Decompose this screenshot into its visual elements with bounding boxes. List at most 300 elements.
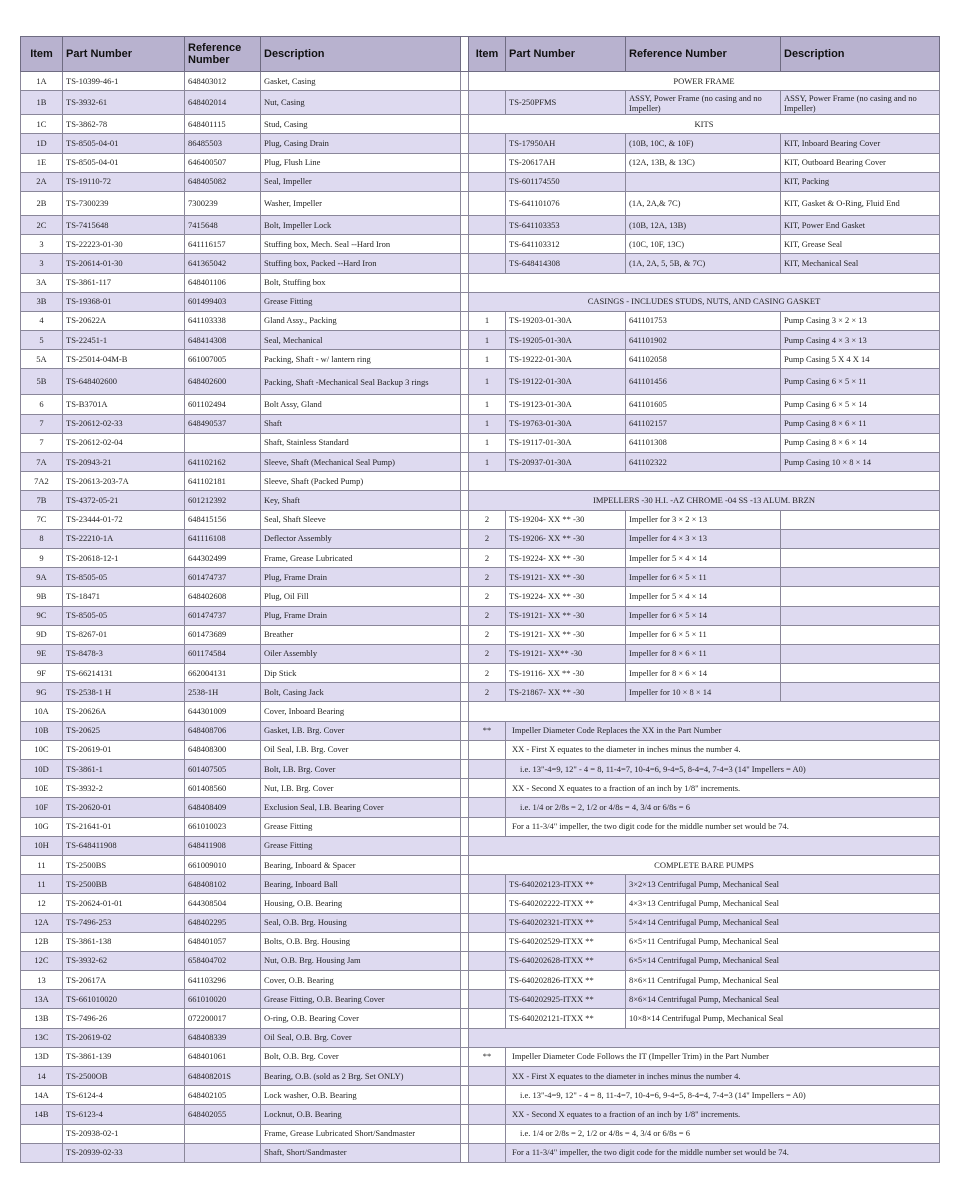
right-reference-number: 641101308: [626, 433, 781, 452]
column-gap: [461, 606, 469, 625]
part-number: TS-20626A: [63, 702, 185, 721]
right-item-number: 1: [469, 311, 506, 330]
item-number: 9D: [21, 625, 63, 644]
table-row: [21, 568, 940, 587]
description: Bearing, O.B. (sold as 2 Brg. Set ONLY): [261, 1067, 461, 1086]
description: Plug, Frame Drain: [261, 568, 461, 587]
description: Sleeve, Shaft (Mechanical Seal Pump): [261, 453, 461, 472]
item-number: 7A2: [21, 472, 63, 491]
part-number: TS-20619-01: [63, 740, 185, 759]
table-row: [21, 91, 940, 115]
header-description-right: Description: [781, 37, 940, 72]
empty-cell: [469, 472, 940, 491]
column-gap: [461, 548, 469, 567]
item-number: 1C: [21, 115, 63, 134]
part-number: TS-8505-04-01: [63, 153, 185, 172]
right-description: Pump Casing 3 × 2 × 13: [781, 311, 940, 330]
note-text: XX - First X equates to the diameter in inches minus the number 4.: [506, 740, 940, 759]
note-marker: [469, 1105, 506, 1124]
description: Lock washer, O.B. Bearing: [261, 1086, 461, 1105]
right-description: [781, 510, 940, 529]
right-reference-number: (10B, 12A, 13B): [626, 215, 781, 234]
description: Plug, Frame Drain: [261, 606, 461, 625]
table-row: [21, 369, 940, 395]
note-marker: [469, 740, 506, 759]
description: Deflector Assembly: [261, 529, 461, 548]
item-number: 8: [21, 529, 63, 548]
item-number: 10D: [21, 760, 63, 779]
item-number: 12C: [21, 951, 63, 970]
right-part-number: TS-19224- XX ** -30: [506, 587, 626, 606]
right-reference-number: 641101902: [626, 331, 781, 350]
right-item-number: 1: [469, 369, 506, 395]
table-row: [21, 115, 940, 134]
header-part-number-right: Part Number: [506, 37, 626, 72]
table-row: [21, 529, 940, 548]
right-reference-number: (10B, 10C, & 10F): [626, 134, 781, 153]
right-item-number: 1: [469, 453, 506, 472]
table-row: [21, 644, 940, 663]
reference-number: 601499403: [185, 292, 261, 311]
column-gap: [461, 115, 469, 134]
pump-description: 5×4×14 Centrifugal Pump, Mechanical Seal: [626, 913, 940, 932]
part-number: TS-3862-78: [63, 115, 185, 134]
part-number: TS-2500OB: [63, 1067, 185, 1086]
part-number: TS-B3701A: [63, 395, 185, 414]
parts-table-body: [21, 72, 940, 1163]
right-item-number: [469, 894, 506, 913]
column-gap: [461, 913, 469, 932]
right-part-number: TS-19763-01-30A: [506, 414, 626, 433]
item-number: 14B: [21, 1105, 63, 1124]
table-row: [21, 153, 940, 172]
right-part-number: TS-19205-01-30A: [506, 331, 626, 350]
header-item-right: Item: [469, 37, 506, 72]
note-text: XX - Second X equates to a fraction of an inch by 1/8" increments.: [506, 1105, 940, 1124]
description: Stuffing box, Packed --Hard Iron: [261, 254, 461, 273]
description: Gland Assy., Packing: [261, 311, 461, 330]
item-number: 10A: [21, 702, 63, 721]
right-item-number: [469, 875, 506, 894]
description: Cover, Inboard Bearing: [261, 702, 461, 721]
column-gap: [461, 395, 469, 414]
item-number: 1E: [21, 153, 63, 172]
column-gap: [461, 510, 469, 529]
part-number: TS-21641-01: [63, 817, 185, 836]
part-number: TS-25014-04M-B: [63, 350, 185, 369]
reference-number: 601474737: [185, 606, 261, 625]
part-number: TS-22210-1A: [63, 529, 185, 548]
reference-number: 648408339: [185, 1028, 261, 1047]
description: Bearing, Inboard Ball: [261, 875, 461, 894]
description: Bearing, Inboard & Spacer: [261, 855, 461, 874]
reference-number: 648408102: [185, 875, 261, 894]
pump-description: 6×5×11 Centrifugal Pump, Mechanical Seal: [626, 932, 940, 951]
right-reference-number: (1A, 2A, 5, 5B, & 7C): [626, 254, 781, 273]
description: Gasket, Casing: [261, 72, 461, 91]
right-part-number: TS-19117-01-30A: [506, 433, 626, 452]
right-description: KIT, Power End Gasket: [781, 215, 940, 234]
right-description: Pump Casing 5 X 4 X 14: [781, 350, 940, 369]
description: Exclusion Seal, I.B. Bearing Cover: [261, 798, 461, 817]
note-marker: [469, 760, 506, 779]
table-row: [21, 683, 940, 702]
table-row: [21, 1143, 940, 1162]
right-part-number: TS-641103312: [506, 235, 626, 254]
column-gap: [461, 1028, 469, 1047]
part-number: TS-20938-02-1: [63, 1124, 185, 1143]
description: Housing, O.B. Bearing: [261, 894, 461, 913]
right-reference-number: Impeller for 3 × 2 × 13: [626, 510, 781, 529]
section-heading: COMPLETE BARE PUMPS: [469, 855, 940, 874]
right-part-number: TS-250PFMS: [506, 91, 626, 115]
right-reference-number: 641101753: [626, 311, 781, 330]
table-row: [21, 702, 940, 721]
right-part-number: TS-20617AH: [506, 153, 626, 172]
column-gap: [461, 472, 469, 491]
part-number: TS-6123-4: [63, 1105, 185, 1124]
description: Packing, Shaft - w/ lantern ring: [261, 350, 461, 369]
right-part-number: TS-19204- XX ** -30: [506, 510, 626, 529]
header-item: Item: [21, 37, 63, 72]
reference-number: 601212392: [185, 491, 261, 510]
column-gap: [461, 215, 469, 234]
right-part-number: TS-19206- XX ** -30: [506, 529, 626, 548]
reference-number: 648402105: [185, 1086, 261, 1105]
right-item-number: 2: [469, 683, 506, 702]
part-number: TS-2500BS: [63, 855, 185, 874]
column-gap: [461, 433, 469, 452]
reference-number: 644308504: [185, 894, 261, 913]
part-number: TS-20943-21: [63, 453, 185, 472]
column-gap: [461, 971, 469, 990]
column-gap: [461, 350, 469, 369]
column-gap: [461, 1143, 469, 1162]
item-number: 7: [21, 433, 63, 452]
item-number: 10C: [21, 740, 63, 759]
right-part-number: TS-19224- XX ** -30: [506, 548, 626, 567]
column-gap: [461, 932, 469, 951]
note-text: Impeller Diameter Code Follows the IT (Impeller Trim) in the Part Number: [506, 1047, 940, 1066]
item-number: 9G: [21, 683, 63, 702]
reference-number: 648401115: [185, 115, 261, 134]
item-number: 9C: [21, 606, 63, 625]
description: Bolt, I.B. Brg. Cover: [261, 760, 461, 779]
part-number: TS-8267-01: [63, 625, 185, 644]
right-reference-number: Impeller for 4 × 3 × 13: [626, 529, 781, 548]
right-item-number: [469, 235, 506, 254]
part-number: TS-20620-01: [63, 798, 185, 817]
right-item-number: 2: [469, 606, 506, 625]
table-row: [21, 191, 940, 215]
part-number: TS-20622A: [63, 311, 185, 330]
reference-number: 641116108: [185, 529, 261, 548]
table-row: [21, 664, 940, 683]
reference-number: 601174584: [185, 644, 261, 663]
column-gap: [461, 875, 469, 894]
right-part-number: TS-19121- XX ** -30: [506, 625, 626, 644]
column-gap: [461, 1105, 469, 1124]
table-row: [21, 1028, 940, 1047]
right-item-number: [469, 990, 506, 1009]
reference-number: 641102181: [185, 472, 261, 491]
table-row: [21, 1047, 940, 1066]
empty-cell: [469, 1028, 940, 1047]
reference-number: 641103338: [185, 311, 261, 330]
note-text: i.e. 1/4 or 2/8s = 2, 1/2 or 4/8s = 4, 3/4 or 6/8s = 6: [506, 1124, 940, 1143]
right-description: KIT, Inboard Bearing Cover: [781, 134, 940, 153]
right-reference-number: 641101605: [626, 395, 781, 414]
right-item-number: 2: [469, 587, 506, 606]
right-part-number: TS-19116- XX ** -30: [506, 664, 626, 683]
right-reference-number: 641102058: [626, 350, 781, 369]
column-gap: [461, 491, 469, 510]
reference-number: 648415156: [185, 510, 261, 529]
reference-number: 648490537: [185, 414, 261, 433]
reference-number: 641365042: [185, 254, 261, 273]
table-row: [21, 913, 940, 932]
right-part-number: TS-641103353: [506, 215, 626, 234]
item-number: 10B: [21, 721, 63, 740]
table-row: [21, 350, 940, 369]
right-reference-number: 641102157: [626, 414, 781, 433]
description: Grease Fitting, O.B. Bearing Cover: [261, 990, 461, 1009]
item-number: [21, 1143, 63, 1162]
item-number: 3A: [21, 273, 63, 292]
note-marker: [469, 1143, 506, 1162]
reference-number: 648414308: [185, 331, 261, 350]
table-row: [21, 1124, 940, 1143]
item-number: 3: [21, 235, 63, 254]
description: Bolt, Casing Jack: [261, 683, 461, 702]
right-item-number: [469, 951, 506, 970]
table-row: [21, 72, 940, 91]
reference-number: 641102162: [185, 453, 261, 472]
table-row: [21, 172, 940, 191]
table-row: [21, 951, 940, 970]
reference-number: 601407505: [185, 760, 261, 779]
column-gap: [461, 292, 469, 311]
column-gap: [461, 134, 469, 153]
reference-number: 2538-1H: [185, 683, 261, 702]
right-part-number: TS-19123-01-30A: [506, 395, 626, 414]
part-number: TS-18471: [63, 587, 185, 606]
reference-number: 7300239: [185, 191, 261, 215]
reference-number: 661007005: [185, 350, 261, 369]
right-reference-number: ASSY, Power Frame (no casing and no Impeller): [626, 91, 781, 115]
part-number: TS-22223-01-30: [63, 235, 185, 254]
reference-number: 86485503: [185, 134, 261, 153]
reference-number: 072200017: [185, 1009, 261, 1028]
item-number: 10E: [21, 779, 63, 798]
reference-number: 661009010: [185, 855, 261, 874]
table-row: [21, 510, 940, 529]
table-row: [21, 740, 940, 759]
table-row: [21, 779, 940, 798]
part-number: TS-20612-02-33: [63, 414, 185, 433]
item-number: 11: [21, 855, 63, 874]
part-number: TS-10399-46-1: [63, 72, 185, 91]
header-reference-number: Reference Number: [185, 37, 261, 72]
item-number: 2C: [21, 215, 63, 234]
right-description: ASSY, Power Frame (no casing and no Impeller): [781, 91, 940, 115]
note-text: For a 11-3/4" impeller, the two digit code for the middle number set would be 74.: [506, 817, 940, 836]
table-row: [21, 254, 940, 273]
right-description: [781, 568, 940, 587]
reference-number: 646400507: [185, 153, 261, 172]
description: Shaft, Short/Sandmaster: [261, 1143, 461, 1162]
right-description: Pump Casing 6 × 5 × 14: [781, 395, 940, 414]
reference-number: 661010020: [185, 990, 261, 1009]
table-row: [21, 311, 940, 330]
description: Grease Fitting: [261, 292, 461, 311]
right-item-number: [469, 913, 506, 932]
description: Frame, Grease Lubricated: [261, 548, 461, 567]
column-gap: [461, 779, 469, 798]
table-row: [21, 760, 940, 779]
right-reference-number: Impeller for 6 × 5 × 14: [626, 606, 781, 625]
right-description: [781, 625, 940, 644]
part-number: TS-20619-02: [63, 1028, 185, 1047]
reference-number: 644301009: [185, 702, 261, 721]
right-item-number: [469, 172, 506, 191]
column-gap: [461, 587, 469, 606]
part-number: TS-19368-01: [63, 292, 185, 311]
right-description: [781, 683, 940, 702]
header-row: [21, 37, 940, 72]
item-number: 5A: [21, 350, 63, 369]
description: Oiler Assembly: [261, 644, 461, 663]
item-number: 10F: [21, 798, 63, 817]
right-reference-number: 641102322: [626, 453, 781, 472]
description: Shaft: [261, 414, 461, 433]
note-text: For a 11-3/4" impeller, the two digit code for the middle number set would be 74.: [506, 1143, 940, 1162]
header-part-number: Part Number: [63, 37, 185, 72]
part-number: TS-66214131: [63, 664, 185, 683]
part-number: TS-7415648: [63, 215, 185, 234]
right-item-number: [469, 134, 506, 153]
right-part-number: TS-19121- XX** -30: [506, 644, 626, 663]
column-gap: [461, 817, 469, 836]
reference-number: 648408300: [185, 740, 261, 759]
right-part-number: TS-640202321-ITXX **: [506, 913, 626, 932]
reference-number: 601408560: [185, 779, 261, 798]
description: Packing, Shaft -Mechanical Seal Backup 3 rings: [261, 369, 461, 395]
description: Washer, Impeller: [261, 191, 461, 215]
description: Stud, Casing: [261, 115, 461, 134]
table-row: [21, 587, 940, 606]
column-gap: [461, 568, 469, 587]
item-number: 7B: [21, 491, 63, 510]
right-part-number: TS-20937-01-30A: [506, 453, 626, 472]
description: Key, Shaft: [261, 491, 461, 510]
reference-number: 641116157: [185, 235, 261, 254]
right-reference-number: Impeller for 6 × 5 × 11: [626, 625, 781, 644]
right-item-number: 2: [469, 568, 506, 587]
description: Bolts, O.B. Brg. Housing: [261, 932, 461, 951]
reference-number: 601102494: [185, 395, 261, 414]
item-number: 3B: [21, 292, 63, 311]
right-item-number: [469, 215, 506, 234]
note-marker: [469, 1124, 506, 1143]
part-number: TS-20625: [63, 721, 185, 740]
table-row: [21, 548, 940, 567]
description: Grease Fitting: [261, 817, 461, 836]
reference-number: 648402600: [185, 369, 261, 395]
description: Shaft, Stainless Standard: [261, 433, 461, 452]
column-gap: [461, 664, 469, 683]
item-number: 9: [21, 548, 63, 567]
column-gap: [461, 1124, 469, 1143]
part-number: TS-3861-1: [63, 760, 185, 779]
item-number: 12: [21, 894, 63, 913]
right-item-number: [469, 971, 506, 990]
part-number: TS-3861-138: [63, 932, 185, 951]
note-marker: [469, 779, 506, 798]
item-number: 7A: [21, 453, 63, 472]
column-gap: [461, 91, 469, 115]
part-number: TS-20617A: [63, 971, 185, 990]
reference-number: 648402014: [185, 91, 261, 115]
part-number: TS-7496-26: [63, 1009, 185, 1028]
column-gap: [461, 683, 469, 702]
reference-number: 648402055: [185, 1105, 261, 1124]
reference-number: 641103296: [185, 971, 261, 990]
reference-number: 648405082: [185, 172, 261, 191]
right-part-number: TS-640202529-ITXX **: [506, 932, 626, 951]
table-row: [21, 625, 940, 644]
right-reference-number: Impeller for 6 × 5 × 11: [626, 568, 781, 587]
right-description: [781, 587, 940, 606]
header-gap: [461, 37, 469, 72]
description: Oil Seal, I.B. Brg. Cover: [261, 740, 461, 759]
part-number: TS-648411908: [63, 836, 185, 855]
part-number: TS-3861-139: [63, 1047, 185, 1066]
right-item-number: [469, 191, 506, 215]
column-gap: [461, 1086, 469, 1105]
table-row: [21, 273, 940, 292]
part-number: TS-2538-1 H: [63, 683, 185, 702]
right-part-number: TS-19121- XX ** -30: [506, 606, 626, 625]
table-row: [21, 472, 940, 491]
description: Oil Seal, O.B. Brg. Cover: [261, 1028, 461, 1047]
pump-description: 3×2×13 Centrifugal Pump, Mechanical Seal: [626, 875, 940, 894]
right-item-number: [469, 153, 506, 172]
right-part-number: TS-640202123-ITXX **: [506, 875, 626, 894]
item-number: 10G: [21, 817, 63, 836]
description: Seal, Shaft Sleeve: [261, 510, 461, 529]
column-gap: [461, 72, 469, 91]
note-text: XX - First X equates to the diameter in inches minus the number 4.: [506, 1067, 940, 1086]
right-part-number: TS-641101076: [506, 191, 626, 215]
table-row: [21, 971, 940, 990]
right-item-number: 2: [469, 664, 506, 683]
right-item-number: 2: [469, 625, 506, 644]
part-number: TS-20613-203-7A: [63, 472, 185, 491]
description: Nut, Casing: [261, 91, 461, 115]
item-number: 14: [21, 1067, 63, 1086]
item-number: 14A: [21, 1086, 63, 1105]
right-reference-number: (10C, 10F, 13C): [626, 235, 781, 254]
right-description: [781, 664, 940, 683]
section-heading: IMPELLERS -30 H.I. -AZ CHROME -04 SS -13 ALUM. BRZN: [469, 491, 940, 510]
table-row: [21, 817, 940, 836]
column-gap: [461, 273, 469, 292]
column-gap: [461, 1067, 469, 1086]
note-marker: **: [469, 1047, 506, 1066]
right-description: Pump Casing 4 × 3 × 13: [781, 331, 940, 350]
note-marker: [469, 798, 506, 817]
